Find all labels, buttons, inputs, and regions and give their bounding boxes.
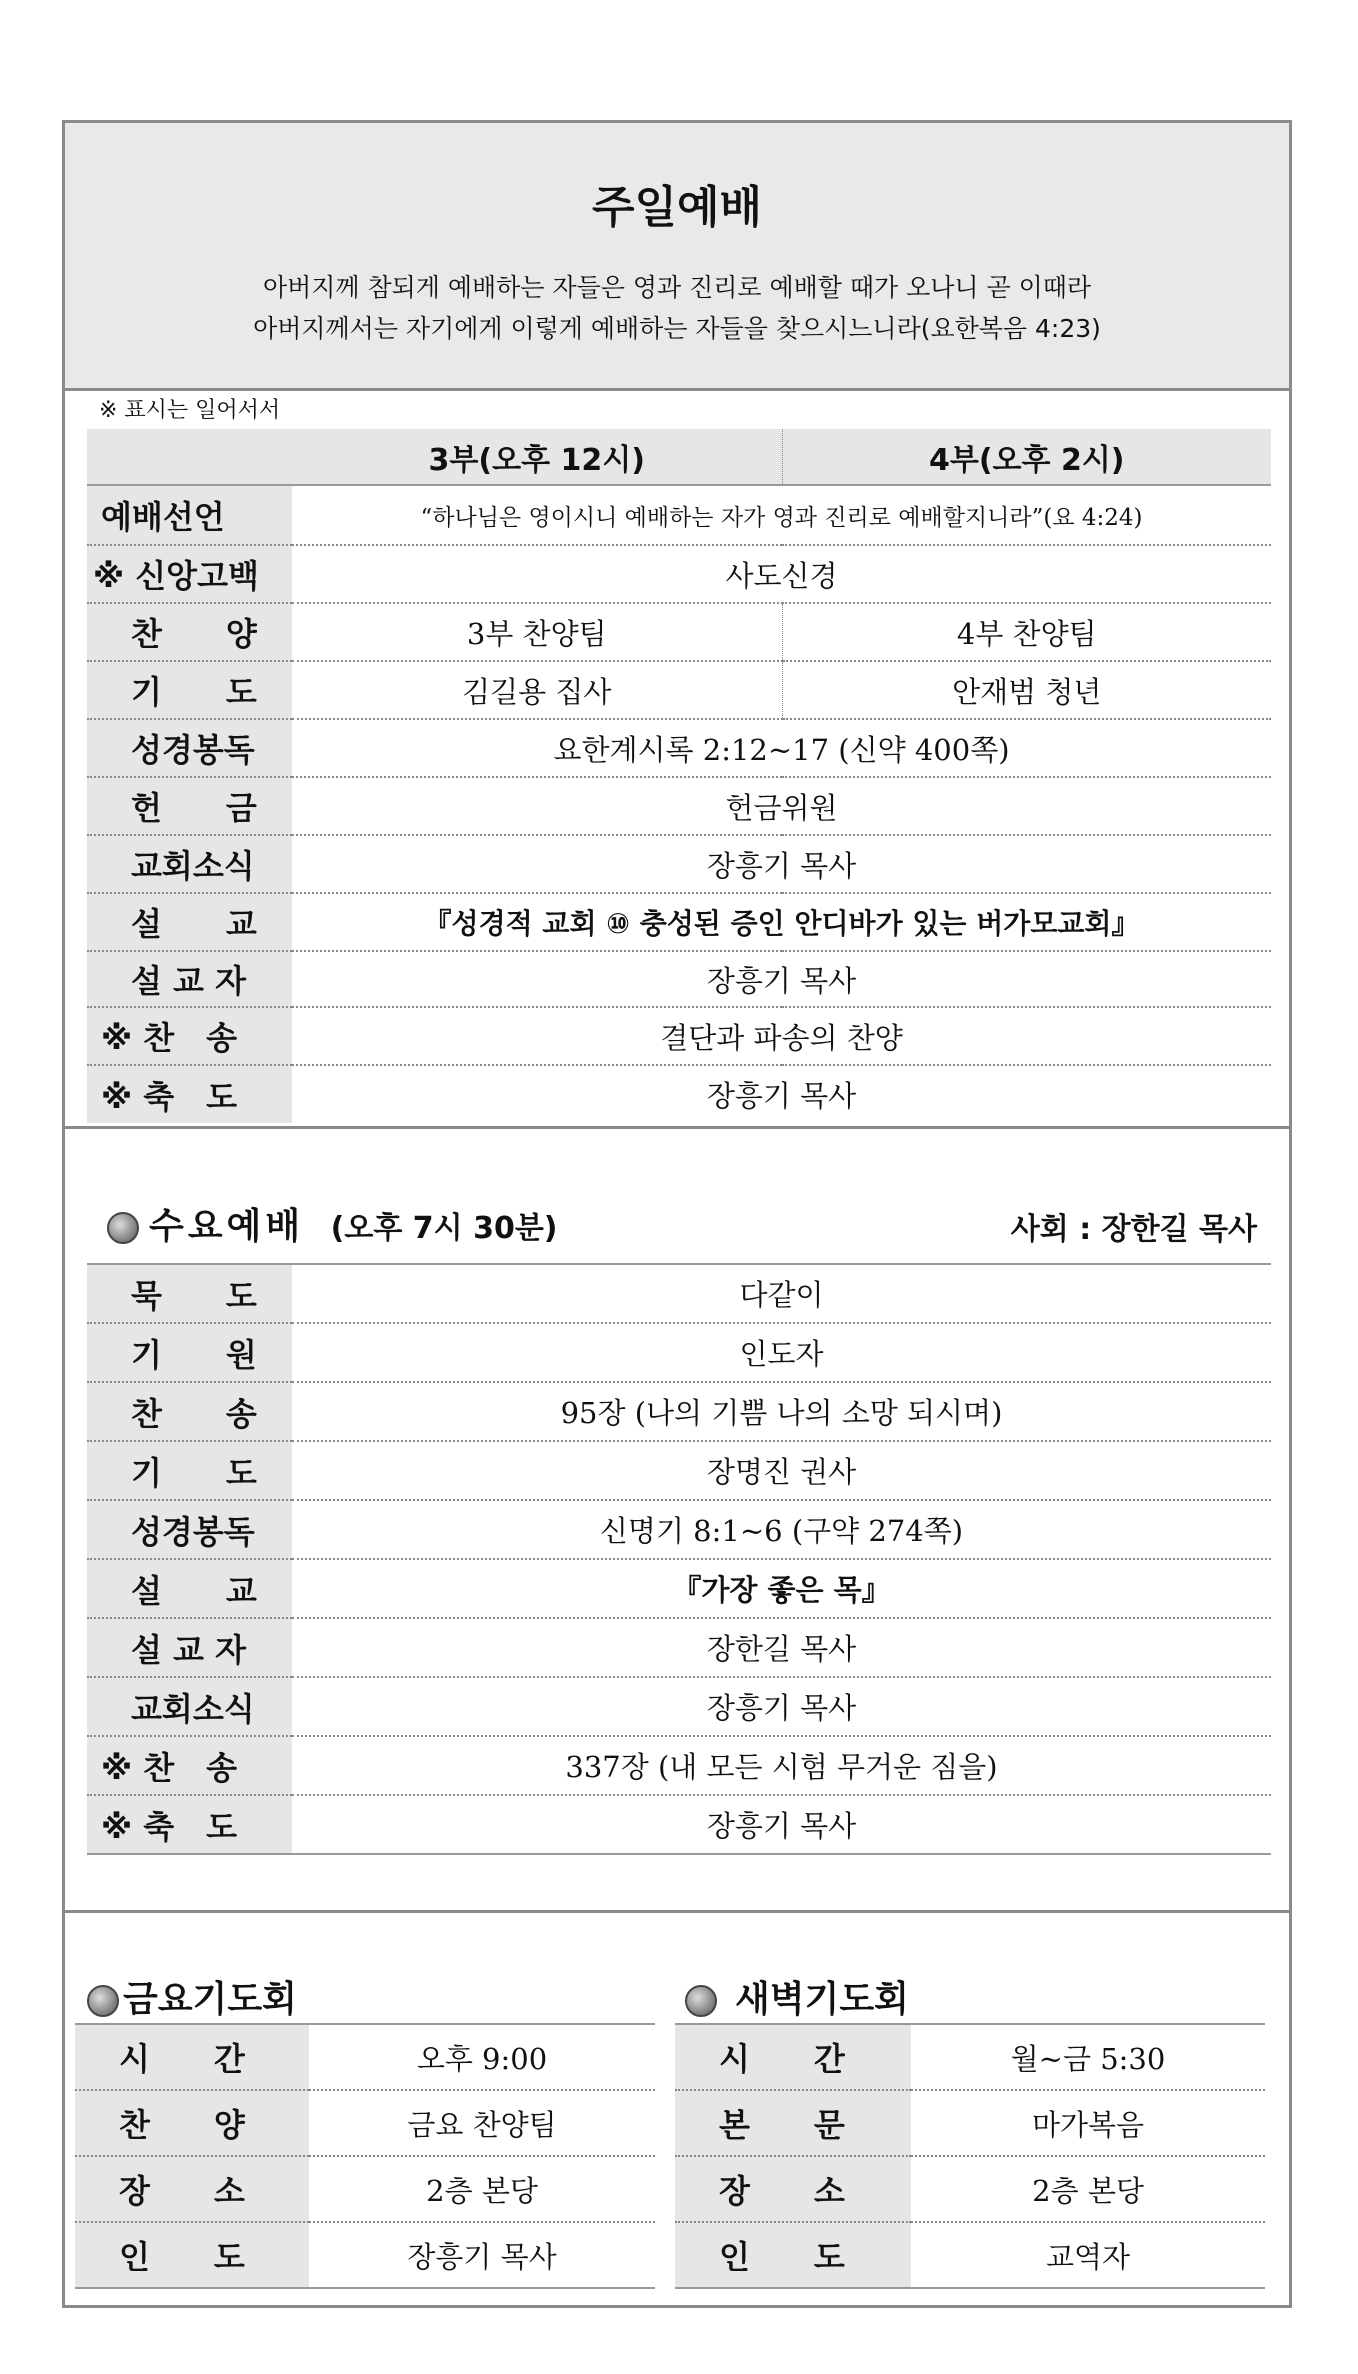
- row-value: 장흥기 목사: [706, 1079, 857, 1113]
- row-value: 3부 찬양팀: [292, 603, 782, 661]
- row-label: 기 도: [131, 1453, 257, 1492]
- row-label: 예배선언: [101, 498, 225, 536]
- row-label: 시 간: [119, 2040, 245, 2078]
- table-row: [87, 1559, 1271, 1618]
- row-label: 인 도: [119, 2238, 245, 2276]
- table-row: [87, 1677, 1271, 1736]
- row-label: ※ 찬 송: [101, 1748, 238, 1787]
- table-row: [87, 661, 1271, 719]
- row-value: “하나님은 영이시니 예배하는 자가 영과 진리로 예배할지니라”(요 4:24): [292, 485, 1271, 545]
- service-3-header: 3부(오후 12시): [292, 429, 782, 485]
- table-row: [87, 545, 1271, 603]
- row-value: 장흥기 목사: [292, 1677, 1271, 1736]
- row-label: 장 소: [719, 2172, 845, 2210]
- sermon-title: 『성경적 교회 ⑩ 충성된 증인 안디바가 있는 버가모교회』: [292, 893, 1271, 951]
- sunday-table: [87, 429, 1271, 1123]
- table-row: [675, 2090, 1265, 2156]
- row-label: 설 교 자: [131, 1630, 247, 1669]
- row-label: ※ 찬 송: [101, 1019, 238, 1057]
- row-label: 장 소: [119, 2172, 245, 2210]
- table-row: [87, 603, 1271, 661]
- row-value: 김길용 집사: [292, 661, 782, 719]
- row-value: 337장 (내 모든 시험 무거운 짐을): [292, 1736, 1271, 1795]
- table-row: [87, 1323, 1271, 1382]
- friday-heading: [87, 1971, 297, 2022]
- friday-title: 금요기도회: [123, 1979, 297, 2020]
- wednesday-host: 사회 : 장한길 목사: [1010, 1212, 1257, 1247]
- table-row: [87, 719, 1271, 777]
- row-label: 설 교: [131, 1571, 257, 1610]
- wednesday-title: 수요예배: [149, 1206, 305, 1247]
- row-value: 4부 찬양팀: [782, 603, 1271, 661]
- row-label: 설 교 자: [131, 962, 247, 1000]
- row-label: ※ 축 도: [101, 1807, 238, 1846]
- wednesday-time: (오후 7시 30분): [330, 1211, 558, 1246]
- row-value: 안재범 청년: [782, 661, 1271, 719]
- table-row: [87, 893, 1271, 951]
- bullet-icon: [685, 1985, 717, 2017]
- row-value: 요한계시록 2:12~17 (신약 400쪽): [292, 719, 1271, 777]
- row-label: 헌 금: [131, 789, 257, 827]
- standing-note: ※ 표시는 일어서서: [99, 398, 281, 423]
- table-row: [75, 2222, 655, 2288]
- bullet-icon: [107, 1212, 139, 1244]
- row-value: 장흥기 목사: [407, 2239, 557, 2274]
- row-label: 설 교: [131, 905, 257, 943]
- section-divider: [65, 1126, 1289, 1129]
- table-row: [87, 485, 1271, 545]
- row-value: 95장 (나의 기쁨 나의 소망 되시며): [292, 1382, 1271, 1441]
- table-row: [87, 1441, 1271, 1500]
- wednesday-heading: [107, 1198, 558, 1249]
- row-label: 교회소식: [131, 847, 255, 885]
- table-row: [675, 2024, 1265, 2090]
- friday-table: [75, 2023, 655, 2289]
- row-label: ※ 신앙고백: [93, 557, 259, 595]
- row-label: 묵 도: [131, 1276, 257, 1315]
- row-label: 인 도: [719, 2238, 845, 2276]
- row-label: 찬 송: [131, 1394, 257, 1433]
- row-value: 사도신경: [292, 545, 1271, 603]
- verse-line-1: 아버지께 참되게 예배하는 자들은 영과 진리로 예배할 때가 오나니 곧 이때라: [262, 273, 1092, 302]
- section-divider: [65, 1910, 1289, 1913]
- service-4-header: 4부(오후 2시): [782, 429, 1271, 485]
- row-value: 오후 9:00: [309, 2024, 655, 2090]
- row-label: 교회소식: [131, 1689, 255, 1728]
- sunday-header: [65, 123, 1289, 391]
- sunday-header-row: [87, 429, 1271, 485]
- table-row: [87, 1736, 1271, 1795]
- row-label: 찬 양: [131, 615, 257, 653]
- row-value: 마가복음: [911, 2090, 1265, 2156]
- row-value: 장흥기 목사: [292, 951, 1271, 1007]
- sermon-title: 『가장 좋은 목』: [292, 1559, 1271, 1618]
- row-label: 성경봉독: [131, 731, 255, 769]
- table-row: [675, 2156, 1265, 2222]
- dawn-title: 새벽기도회: [735, 1979, 909, 2020]
- row-label: 성경봉독: [131, 1512, 255, 1551]
- row-value: 헌금위원: [292, 777, 1271, 835]
- row-label: 기 원: [131, 1335, 257, 1374]
- dawn-table: [675, 2023, 1265, 2289]
- verse-line-2: 아버지께서는 자기에게 이렇게 예배하는 자들을 찾으시느니라(요한복음 4:23): [253, 314, 1101, 343]
- table-row: [87, 1065, 1271, 1123]
- table-row: [87, 1264, 1271, 1323]
- row-label: ※ 축 도: [101, 1077, 238, 1116]
- table-row: [87, 951, 1271, 1007]
- row-value: 장흥기 목사: [706, 1809, 857, 1843]
- row-value: 2층 본당: [911, 2156, 1265, 2222]
- row-value: 인도자: [292, 1323, 1271, 1382]
- table-row: [87, 1382, 1271, 1441]
- table-row: [87, 777, 1271, 835]
- sunday-title: 주일예배: [591, 182, 762, 233]
- table-row: [675, 2222, 1265, 2288]
- row-value: 장흥기 목사: [292, 835, 1271, 893]
- dawn-heading: [685, 1971, 909, 2022]
- table-row: [75, 2090, 655, 2156]
- row-label: 찬 양: [119, 2106, 245, 2144]
- row-value: 교역자: [1045, 2239, 1131, 2274]
- row-label: 시 간: [719, 2040, 845, 2078]
- row-value: 2층 본당: [309, 2156, 655, 2222]
- table-row: [87, 1618, 1271, 1677]
- row-value: 장명진 권사: [292, 1441, 1271, 1500]
- row-label: 기 도: [131, 673, 257, 711]
- table-row: [87, 1007, 1271, 1065]
- row-label: 본 문: [719, 2106, 845, 2144]
- bulletin-frame: [62, 120, 1292, 2308]
- wednesday-table: [87, 1263, 1271, 1855]
- row-value: 장한길 목사: [292, 1618, 1271, 1677]
- row-value: 신명기 8:1~6 (구약 274쪽): [292, 1500, 1271, 1559]
- row-value: 결단과 파송의 찬양: [292, 1007, 1271, 1065]
- row-value: 금요 찬양팀: [309, 2090, 655, 2156]
- table-row: [87, 835, 1271, 893]
- table-row: [87, 1795, 1271, 1854]
- table-row: [75, 2156, 655, 2222]
- table-row: [75, 2024, 655, 2090]
- table-row: [87, 1500, 1271, 1559]
- bullet-icon: [87, 1985, 119, 2017]
- row-value: 월~금 5:30: [911, 2024, 1265, 2090]
- row-value: 다같이: [292, 1264, 1271, 1323]
